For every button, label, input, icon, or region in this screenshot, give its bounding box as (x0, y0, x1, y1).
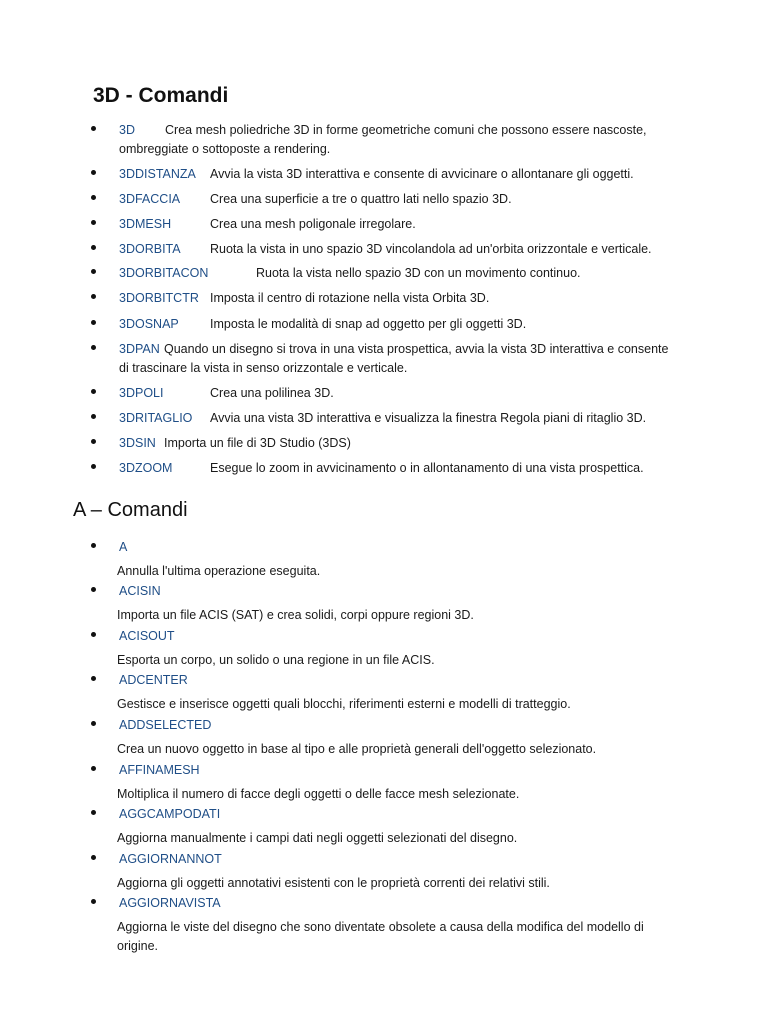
command-description: Crea una mesh poligonale irregolare. (210, 217, 416, 231)
command-description: Ruota la vista in uno spazio 3D vincolandola ad un'orbita orizzontale e verticale. (210, 242, 652, 256)
command-link[interactable]: 3DMESH (119, 217, 172, 231)
command-link[interactable]: 3DFACCIA (119, 192, 181, 206)
command-description: Moltiplica il numero di facce degli oggetti o delle facce mesh selezionate. (117, 787, 520, 801)
bullet-icon (91, 855, 96, 860)
command-description-cont: di trascinare la vista in senso orizzontale e verticale. (119, 361, 408, 375)
bullet-icon (91, 414, 96, 419)
command-description: Avvia una vista 3D interattiva e visualizza la finestra Regola piani di ritaglio 3D. (210, 411, 647, 425)
command-link[interactable]: A (119, 540, 128, 554)
command-link[interactable]: 3DORBITCTR (119, 291, 199, 305)
command-link[interactable]: ADDSELECTED (119, 718, 212, 732)
bullet-icon (91, 587, 96, 592)
command-link[interactable]: ADCENTER (119, 673, 188, 687)
bullet-icon (91, 676, 96, 681)
command-description: Importa un file ACIS (SAT) e crea solidi, corpi oppure regioni 3D. (117, 608, 474, 622)
command-description: Aggiorna manualmente i campi dati negli oggetti selezionati del disegno. (117, 831, 518, 845)
command-description: Crea mesh poliedriche 3D in forme geometriche comuni che possono essere nascoste, (165, 123, 647, 137)
command-link[interactable]: 3DOSNAP (119, 317, 179, 331)
bullet-icon (91, 320, 96, 325)
bullet-icon (91, 269, 96, 274)
command-description: Imposta il centro di rotazione nella vista Orbita 3D. (210, 291, 490, 305)
command-description: Aggiorna le viste del disegno che sono diventate obsolete a causa della modifica del modello di (117, 920, 644, 934)
bullet-icon (91, 543, 96, 548)
command-description: Gestisce e inserisce oggetti quali blocchi, riferimenti esterni e modelli di tratteggio. (117, 697, 571, 711)
command-description: Imposta le modalità di snap ad oggetto per gli oggetti 3D. (210, 317, 527, 331)
command-description: Crea una superficie a tre o quattro lati nello spazio 3D. (210, 192, 512, 206)
bullet-icon (91, 294, 96, 299)
command-description: Ruota la vista nello spazio 3D con un movimento continuo. (256, 266, 581, 280)
command-link[interactable]: 3DPAN (119, 342, 160, 356)
command-description: Crea una polilinea 3D. (210, 386, 334, 400)
bullet-icon (91, 245, 96, 250)
bullet-icon (91, 170, 96, 175)
command-description-cont: origine. (117, 939, 158, 953)
command-link[interactable]: AGGIORNANNOT (119, 852, 222, 866)
section-3d-title: 3D - Comandi (93, 84, 229, 107)
bullet-icon (91, 439, 96, 444)
bullet-icon (91, 766, 96, 771)
command-link[interactable]: 3DORBITA (119, 242, 181, 256)
section-a-title: A – Comandi (73, 499, 188, 521)
command-description: Esporta un corpo, un solido o una regione in un file ACIS. (117, 653, 435, 667)
command-link[interactable]: AGGCAMPODATI (119, 807, 221, 821)
bullet-icon (91, 126, 96, 131)
command-link[interactable]: 3DPOLI (119, 386, 164, 400)
command-description: Annulla l'ultima operazione eseguita. (117, 564, 321, 578)
command-link[interactable]: 3DZOOM (119, 461, 173, 475)
command-description: Esegue lo zoom in avvicinamento o in allontanamento di una vista prospettica. (210, 461, 644, 475)
command-description: Importa un file di 3D Studio (3DS) (164, 436, 351, 450)
bullet-icon (91, 464, 96, 469)
bullet-icon (91, 220, 96, 225)
bullet-icon (91, 345, 96, 350)
command-link[interactable]: AGGIORNAVISTA (119, 896, 221, 910)
bullet-icon (91, 632, 96, 637)
bullet-icon (91, 195, 96, 200)
bullet-icon (91, 721, 96, 726)
command-link[interactable]: 3D (119, 123, 135, 137)
command-description: Crea un nuovo oggetto in base al tipo e alle proprietà generali dell'oggetto selezionato. (117, 742, 597, 756)
command-description: Quando un disegno si trova in una vista prospettica, avvia la vista 3D interattiva e consente (164, 342, 669, 356)
command-link[interactable]: ACISIN (119, 584, 161, 598)
bullet-icon (91, 810, 96, 815)
command-description-cont: ombreggiate o sottoposte a rendering. (119, 142, 331, 156)
command-link[interactable]: ACISOUT (119, 629, 175, 643)
command-link[interactable]: 3DDISTANZA (119, 167, 196, 181)
bullet-icon (91, 899, 96, 904)
bullet-icon (91, 389, 96, 394)
command-description: Aggiorna gli oggetti annotativi esistenti con le proprietà correnti dei relativi stili. (117, 876, 550, 890)
command-link[interactable]: 3DSIN (119, 436, 156, 450)
command-link[interactable]: 3DRITAGLIO (119, 411, 193, 425)
command-link[interactable]: AFFINAMESH (119, 763, 200, 777)
command-link[interactable]: 3DORBITACON (119, 266, 209, 280)
command-description: Avvia la vista 3D interattiva e consente di avvicinare o allontanare gli oggetti. (210, 167, 634, 181)
